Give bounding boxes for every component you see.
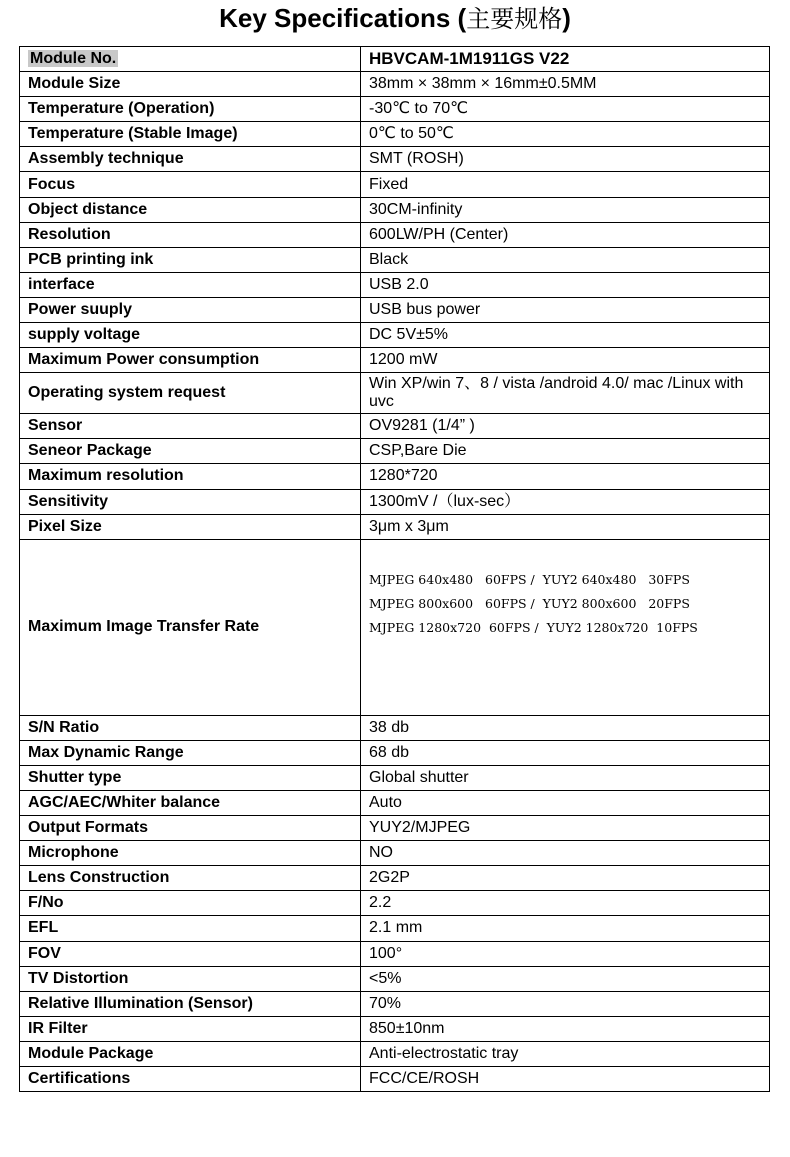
spec-value: Black [361, 247, 770, 272]
spec-label: Relative Illumination (Sensor) [20, 991, 361, 1016]
transfer-rate-line: MJPEG 800x600 60FPS / YUY2 800x600 20FPS [369, 595, 690, 611]
table-row [20, 272, 770, 297]
table-row [20, 740, 770, 765]
spec-value: 1200 mW [361, 348, 770, 373]
table-row [20, 539, 770, 715]
spec-label: TV Distortion [20, 966, 361, 991]
spec-label: Maximum Image Transfer Rate [20, 539, 361, 715]
table-row [20, 464, 770, 489]
table-row [20, 866, 770, 891]
spec-value: 100° [361, 941, 770, 966]
spec-label: Microphone [20, 841, 361, 866]
spec-value: Global shutter [361, 765, 770, 790]
spec-value: 38mm × 38mm × 16mm±0.5MM [361, 72, 770, 97]
table-row [20, 941, 770, 966]
table-row [20, 1067, 770, 1092]
page-title [0, 0, 790, 40]
spec-value: 68 db [361, 740, 770, 765]
spec-value: 30CM-infinity [361, 197, 770, 222]
spec-label: Seneor Package [20, 439, 361, 464]
table-row [20, 916, 770, 941]
table-row [20, 197, 770, 222]
transfer-rate-line: MJPEG 640x480 60FPS / YUY2 640x480 30FPS [369, 571, 690, 587]
table-row [20, 715, 770, 740]
spec-value: <5% [361, 966, 770, 991]
spec-value: USB 2.0 [361, 272, 770, 297]
spec-label: Power suuply [20, 297, 361, 322]
table-row [20, 765, 770, 790]
transfer-rate-line: MJPEG 1280x720 60FPS / YUY2 1280x720 10FPS [369, 619, 698, 635]
module-no-value: HBVCAM-1M1911GS V22 [361, 47, 770, 72]
spec-value: 1300mV /（lux-sec） [361, 489, 770, 514]
table-row [20, 414, 770, 439]
spec-header-row [20, 47, 770, 72]
table-row [20, 72, 770, 97]
spec-value: CSP,Bare Die [361, 439, 770, 464]
spec-label: EFL [20, 916, 361, 941]
spec-value: OV9281 (1/4” ) [361, 414, 770, 439]
table-row [20, 514, 770, 539]
spec-label: Object distance [20, 197, 361, 222]
table-row [20, 172, 770, 197]
spec-label: AGC/AEC/Whiter balance [20, 790, 361, 815]
transfer-rate-list [369, 568, 761, 640]
table-row [20, 97, 770, 122]
spec-value: 0℃ to 50℃ [361, 122, 770, 147]
table-row [20, 816, 770, 841]
spec-label: Maximum Power consumption [20, 348, 361, 373]
spec-value: 2.1 mm [361, 916, 770, 941]
spec-value: NO [361, 841, 770, 866]
module-no-label: Module No. [30, 50, 117, 68]
spec-label: Output Formats [20, 816, 361, 841]
table-row [20, 247, 770, 272]
spec-label: Sensor [20, 414, 361, 439]
spec-value: Anti-electrostatic tray [361, 1041, 770, 1066]
spec-value: DC 5V±5% [361, 323, 770, 348]
spec-label: Operating system request [20, 373, 361, 414]
spec-label: FOV [20, 941, 361, 966]
table-row [20, 790, 770, 815]
spec-value: FCC/CE/ROSH [361, 1067, 770, 1092]
spec-label: IR Filter [20, 1016, 361, 1041]
spec-label: Max Dynamic Range [20, 740, 361, 765]
table-row [20, 1016, 770, 1041]
spec-label: Temperature (Stable Image) [20, 122, 361, 147]
spec-label: Assembly technique [20, 147, 361, 172]
table-row [20, 1041, 770, 1066]
spec-value: USB bus power [361, 297, 770, 322]
spec-value: YUY2/MJPEG [361, 816, 770, 841]
spec-label: interface [20, 272, 361, 297]
title-english: Key Specifications [219, 3, 451, 33]
spec-value: SMT (ROSH) [361, 147, 770, 172]
spec-value [361, 539, 770, 715]
spec-label: PCB printing ink [20, 247, 361, 272]
spec-value: 70% [361, 991, 770, 1016]
spec-label: Maximum resolution [20, 464, 361, 489]
spec-value: 1280*720 [361, 464, 770, 489]
spec-label: F/No [20, 891, 361, 916]
spec-label: Temperature (Operation) [20, 97, 361, 122]
spec-label: Shutter type [20, 765, 361, 790]
spec-label: Pixel Size [20, 514, 361, 539]
table-row [20, 966, 770, 991]
spec-label: Module Size [20, 72, 361, 97]
spec-label: Sensitivity [20, 489, 361, 514]
table-row [20, 323, 770, 348]
spec-label: Lens Construction [20, 866, 361, 891]
spec-label: Resolution [20, 222, 361, 247]
table-row [20, 891, 770, 916]
spec-value: Fixed [361, 172, 770, 197]
spec-label: S/N Ratio [20, 715, 361, 740]
title-close-paren: ) [562, 3, 571, 33]
spec-value: 3μm x 3μm [361, 514, 770, 539]
table-row [20, 222, 770, 247]
title-chinese: 主要规格 [466, 5, 563, 33]
table-row [20, 373, 770, 414]
table-row [20, 348, 770, 373]
spec-value: Auto [361, 790, 770, 815]
spec-value: 38 db [361, 715, 770, 740]
spec-value: 600LW/PH (Center) [361, 222, 770, 247]
spec-value: 2.2 [361, 891, 770, 916]
table-row [20, 297, 770, 322]
spec-value: 2G2P [361, 866, 770, 891]
spec-label: Module Package [20, 1041, 361, 1066]
table-row [20, 439, 770, 464]
spec-value: Win XP/win 7、8 / vista /android 4.0/ mac /Linux with uvc [361, 373, 770, 414]
table-row [20, 991, 770, 1016]
table-row [20, 841, 770, 866]
title-open-paren: ( [457, 3, 467, 33]
spec-label [20, 47, 361, 72]
spec-label: Certifications [20, 1067, 361, 1092]
table-row [20, 489, 770, 514]
spec-label: supply voltage [20, 323, 361, 348]
spec-value: 850±10nm [361, 1016, 770, 1041]
spec-label: Focus [20, 172, 361, 197]
table-row [20, 122, 770, 147]
spec-table [19, 46, 770, 1092]
table-row [20, 147, 770, 172]
spec-value: -30℃ to 70℃ [361, 97, 770, 122]
